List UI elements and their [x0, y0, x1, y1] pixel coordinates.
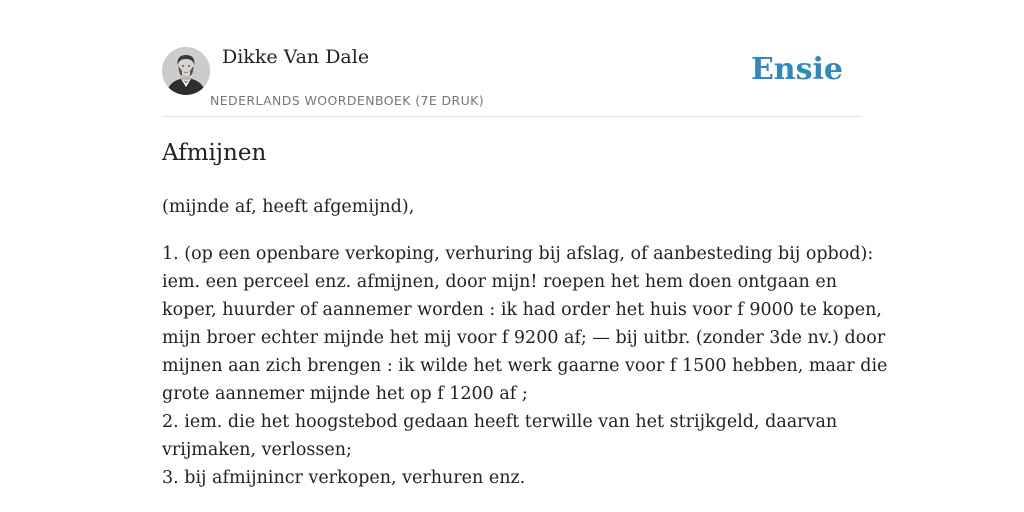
- definition-line: grote aannemer mijnde het op f 1200 af ;: [162, 384, 528, 404]
- entry-title: Afmijnen: [162, 140, 267, 166]
- entry-grammar: (mijnde af, heeft afgemijnd),: [162, 197, 415, 217]
- brand-logo[interactable]: Ensie: [750, 52, 843, 87]
- author-name[interactable]: Dikke Van Dale: [222, 46, 370, 68]
- entry-body: [162, 193, 888, 492]
- definition-line: mijnen aan zich brengen : ik wilde het werk gaarne voor f 1500 hebben, maar die: [162, 356, 888, 376]
- author-avatar[interactable]: [162, 47, 210, 95]
- entry-card: [162, 0, 888, 512]
- definition-line: 1. (op een openbare verkoping, verhuring bij afslag, of aanbesteding bij opbod):: [162, 244, 874, 264]
- definition-line: mijn broer echter mijnde het mij voor f 9200 af; — bij uitbr. (zonder 3de nv.) door: [162, 328, 886, 348]
- portrait-image: [162, 47, 210, 95]
- definition-line: 2. iem. die het hoogstebod gedaan heeft terwille van het strijkgeld, daarvan: [162, 412, 838, 432]
- definition-line: iem. een perceel enz. afmijnen, door mijn! roepen het hem doen ontgaan en: [162, 272, 837, 292]
- source-label: NEDERLANDS WOORDENBOEK (7E DRUK): [210, 93, 485, 108]
- entry-header: [162, 0, 862, 117]
- definition-line: koper, huurder of aannemer worden : ik had order het huis voor f 9000 te kopen,: [162, 300, 882, 320]
- definition-line: 3. bij afmijnincr verkopen, verhuren enz.: [162, 468, 526, 488]
- definition-line: vrijmaken, verlossen;: [162, 440, 352, 460]
